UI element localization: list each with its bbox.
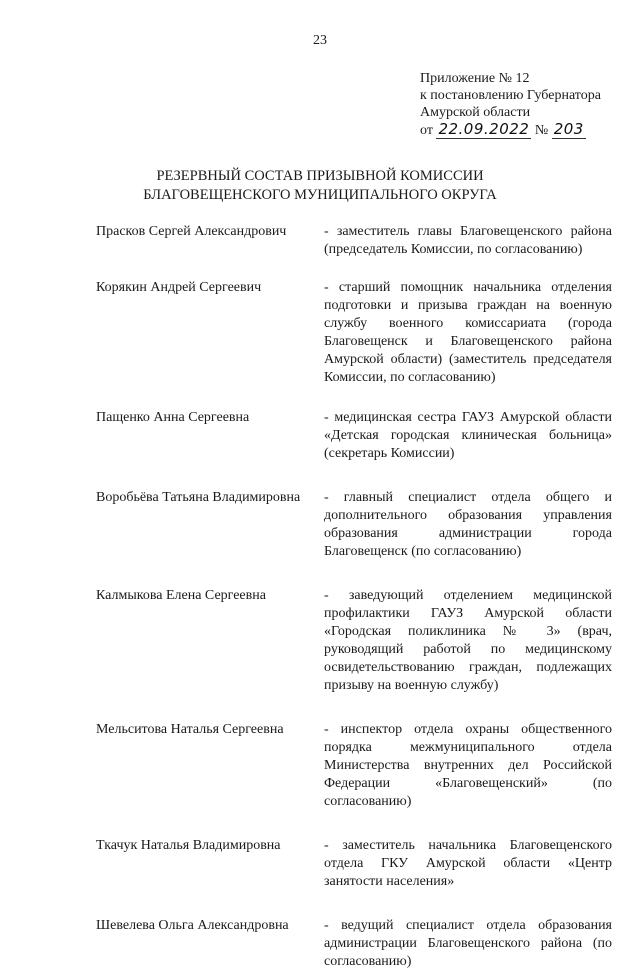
appendix-number: Приложение № 12 (420, 71, 530, 86)
appendix-region: Амурской области (420, 105, 531, 120)
member-role: - заведующий отделением медицинской профилактики ГАУЗ Амурской области «Городская поликлиника № 3» (врач, руководящий работой по медицинскому освидетельствованию граждан, подлежащих призыву на военную службу) (324, 588, 612, 693)
appendix-decree-ref: к постановлению Губернатора (420, 88, 601, 103)
member-name: Пащенко Анна Сергеевна (96, 410, 250, 425)
member-name: Корякин Андрей Сергеевич (96, 280, 262, 295)
member-name: Шевелева Ольга Александровна (96, 918, 289, 933)
member-row (96, 721, 616, 811)
title-line-2: БЛАГОВЕЩЕНСКОГО МУНИЦИПАЛЬНОГО ОКРУГА (143, 187, 497, 203)
member-row (96, 837, 616, 891)
number-sign: № (534, 123, 549, 138)
member-name: Прасков Сергей Александрович (96, 224, 287, 239)
member-role: - заместитель главы Благовещенского района (председатель Комиссии, по согласованию) (324, 224, 612, 257)
member-row (96, 917, 616, 971)
appendix-date-line (420, 121, 630, 139)
member-name: Ткачук Наталья Владимировна (96, 838, 281, 853)
member-name: Мельситова Наталья Сергеевна (96, 722, 284, 737)
title-line-1: РЕЗЕРВНЫЙ СОСТАВ ПРИЗЫВНОЙ КОМИССИИ (156, 168, 484, 184)
handwritten-number: 203 (553, 120, 584, 138)
member-role: - инспектор отдела охраны общественного порядка межмуниципального отдела Министерства внутренних дел Российской Федерации «Благовещенский» (по согласованию) (324, 722, 612, 809)
document-title (0, 167, 640, 205)
member-role: - медицинская сестра ГАУЗ Амурской области «Детская городская клиническая больница» (секретарь Комиссии) (324, 410, 612, 461)
member-name: Калмыкова Елена Сергеевна (96, 588, 266, 603)
handwritten-date: 22.09.2022 (438, 120, 530, 138)
member-role: - главный специалист отдела общего и дополнительного образования управления образования администрации города Благовещенск (по согласованию) (324, 490, 612, 559)
member-row (96, 223, 616, 259)
page-number: 23 (313, 33, 327, 48)
member-row (96, 587, 616, 695)
appendix-header (420, 70, 630, 139)
member-row (96, 489, 616, 561)
member-name: Воробьёва Татьяна Владимировна (96, 490, 301, 505)
member-row (96, 409, 616, 463)
member-role: - старший помощник начальника отделения подготовки и призыва граждан на военную службу военного комиссариата (города Благовещенск и Благовещенского района Амурской области) (заместитель председателя Комиссии, по согласованию) (324, 280, 612, 385)
member-role: - заместитель начальника Благовещенского отдела ГКУ Амурской области «Центр занятости населения» (324, 838, 612, 889)
date-prefix: от (420, 123, 433, 138)
member-role: - ведущий специалист отдела образования администрации Благовещенского района (по согласованию) (324, 918, 612, 969)
member-row (96, 279, 616, 387)
members-list (96, 223, 616, 971)
